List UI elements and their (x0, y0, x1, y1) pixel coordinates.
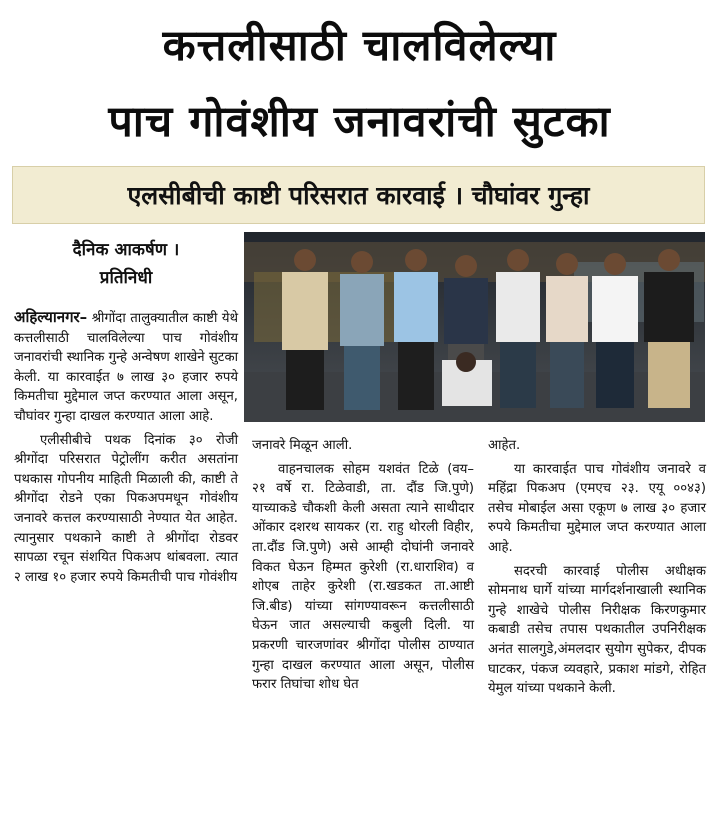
paragraph: जनावरे मिळून आली. (252, 438, 353, 453)
column-3 (488, 436, 706, 703)
headline-line-1: कत्तलीसाठी चालविलेल्या (162, 21, 557, 71)
news-photo (244, 232, 705, 422)
byline (14, 236, 238, 292)
column-2 (252, 436, 474, 699)
paragraph: सदरची कारवाई पोलीस अधीक्षक सोमनाथ घार्गे यांच्या मार्गदर्शनाखाली स्थानिक गुन्हे शाखेचे पोलीस निरीक्षक किरणकुमार कबाडी तसेच तपास पथकातील उपनिरीक्षक अनंत सालगुडे,अंमलदार सुयोग सुपेकर, दीपक घाटकर, पंकज व्यवहारे, प्रकाश मांडगे, रोहित येमुल यांच्या पथकाने केली. (488, 563, 706, 697)
subheadline-banner (12, 166, 705, 224)
byline-reporter: प्रतिनिधी (99, 268, 153, 288)
paragraph-text: श्रीगोंदा तालुक्यातील काष्टी येथे कत्तलीसाठी चालविलेल्या पाच गोवंशीय जनावरांची स्थानिक गुन्हे अन्वेषण शाखेने सुटका केली. या कारवाईत ७ लाख ३० हजार रुपये किमतीचा मुद्देमाल जप्त करण्यात आला असून, चौघांवर गुन्हा दाखल करण्यात आला आहे. (14, 311, 238, 424)
headline-line-2: पाच गोवंशीय जनावरांची सुटका (108, 97, 611, 147)
paragraph (14, 308, 238, 427)
dateline: अहिल्यानगर– (14, 308, 88, 326)
subheadline: एलसीबीची काष्टी परिसरात कारवाई । चौघांवर गुन्हा (127, 181, 590, 210)
paragraph: एलीसीबीचे पथक दिनांक ३० रोजी श्रीगोंदा परिसरात पेट्रोलींग करीत असतांना पथकास गोपनीय माहिती मिळाली की, काष्टी ते श्रीगोंदा रोडने एका पिकअपमधून गोवंशीय जनावरे कत्तल करण्यासाठी नेण्यात येत आहेत. त्यानुसार पथकाने काष्टी ते श्रीगोंदा रोडवर सापळा रचून संशयित पिकअप थांबवला. त्यात २ लाख १० हजार रुपये किमतीची पाच गोवंशीय (14, 432, 238, 585)
group-photo-illustration (244, 232, 705, 422)
paragraph: आहेत. (488, 438, 521, 453)
byline-publication: दैनिक आकर्षण । (72, 240, 180, 260)
column-1 (14, 308, 238, 591)
paragraph: वाहनचालक सोहम यशवंत टिळे (वय– २१ वर्षे रा. टिळेवाडी, ता. दौंड जि.पुणे) याच्याकडे चौकशी केली असता त्याने साथीदार ओंकार दशरथ सायकर (रा. राहु थोरली विहीर, ता.दौंड जि.पुणे) असे आम्ही दोघांनी जनावरे विकत घेऊन हिम्मत कुरेशी (रा.धाराशिव) व शोएब ताहेर कुरेशी (रा.खडकत ता.आष्टी जि.बीड) यांच्या सांगण्यावरून कत्तलीसाठी घेऊन जात असल्याची कबुली दिली. या प्रकरणी चारजणांवर श्रीगोंदा पोलीस ठाण्यात गुन्हा दाखल करण्यात आला असून, पोलीस फरार तिघांचा शोध घेत (252, 461, 474, 693)
paragraph: या कारवाईत पाच गोवंशीय जनावरे व महिंद्रा पिकअप (एमएच २३. एयू ००४३) तसेच मोबाईल असा एकूण ७ लाख ३० हजार रुपये किमतीचा मुद्देमाल जप्त करण्यात आला आहे. (488, 461, 706, 555)
